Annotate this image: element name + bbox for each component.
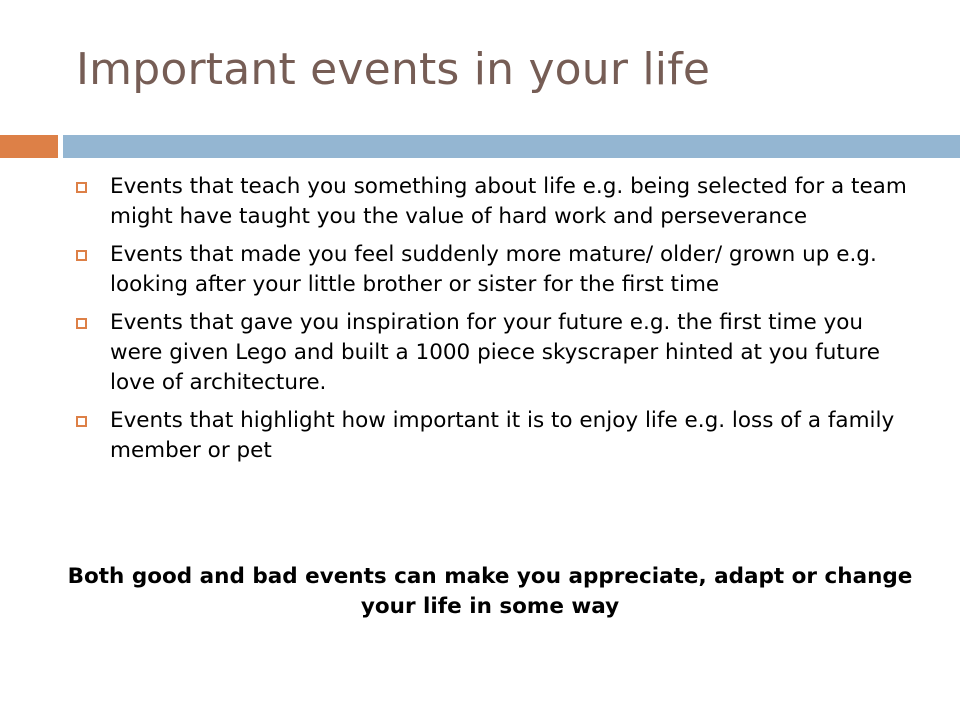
hollow-square-icon: [76, 318, 87, 329]
hollow-square-icon: [76, 250, 87, 261]
bullet-item: [76, 172, 916, 232]
bullet-text: Events that highlight how important it is to enjoy life e.g. loss of a family member or pet: [110, 408, 895, 463]
bullet-item: [76, 406, 916, 466]
accent-bar-orange: [0, 135, 58, 158]
slide-title: Important events in your life: [76, 44, 711, 95]
bullet-text: Events that gave you inspiration for your future e.g. the first time you were given Lego and built a 1000 piece skyscraper hinted at you future love of architecture.: [110, 310, 880, 395]
conclusion-text: Both good and bad events can make you appreciate, adapt or change your life in some way: [67, 564, 913, 619]
bullet-text: Events that made you feel suddenly more mature/ older/ grown up e.g. looking after your little brother or sister for the first time: [110, 242, 877, 297]
bullet-text: Events that teach you something about life e.g. being selected for a team might have taught you the value of hard work and perseverance: [110, 174, 907, 229]
accent-bar-blue: [63, 135, 960, 158]
bullet-item: [76, 240, 916, 300]
hollow-square-icon: [76, 416, 87, 427]
bullet-item: [76, 308, 916, 398]
bullet-list: [76, 172, 916, 474]
hollow-square-icon: [76, 182, 87, 193]
